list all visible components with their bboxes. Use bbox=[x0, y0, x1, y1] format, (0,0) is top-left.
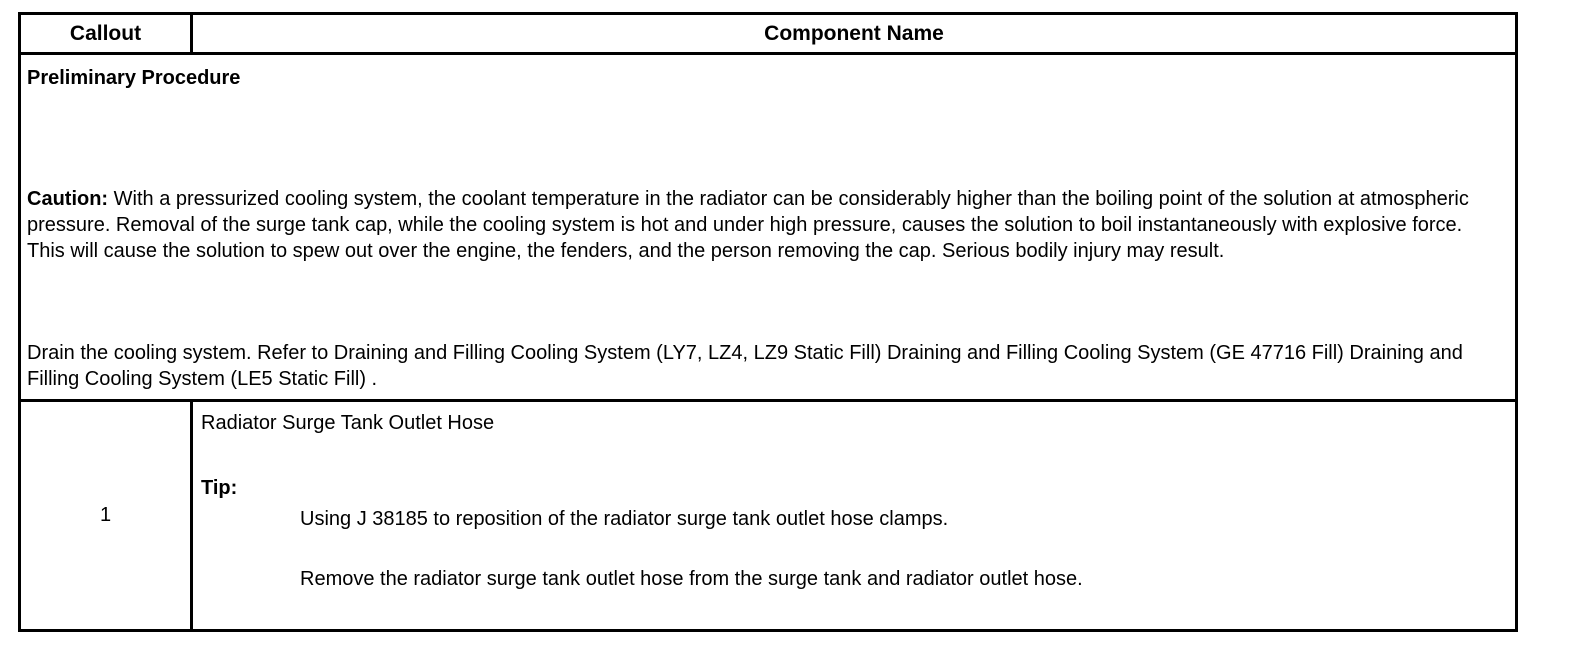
tip-label: Tip: bbox=[201, 477, 238, 499]
preliminary-procedure-title: Preliminary Procedure bbox=[27, 67, 241, 89]
table-header-row bbox=[21, 15, 1515, 55]
caution-label: Caution: bbox=[27, 188, 109, 210]
caution-text: With a pressurized cooling system, the coolant temperature in the radiator can be considerably higher than the boiling point of the solution at atmospheric pressure. Removal of the surge tank cap, while the cooling system is hot and under high pressure, causes the solution to boil instantaneously with explosive force. This will cause the solution to spew out over the engine, the fenders, and the person removing the cap. Serious bodily injury may result. bbox=[27, 188, 1469, 262]
header-callout: Callout bbox=[21, 15, 193, 52]
caution-paragraph bbox=[27, 186, 1505, 264]
drain-instruction: Drain the cooling system. Refer to Draining and Filling Cooling System (LY7, LZ4, LZ9 Static Fill) Draining and Filling Cooling System (GE 47716 Fill) Draining and Filling Cooling System (LE5 Static Fill) . bbox=[27, 342, 1463, 390]
tip-step-1: Using J 38185 to reposition of the radiator surge tank outlet hose clamps. bbox=[300, 508, 949, 530]
header-component-name: Component Name bbox=[764, 21, 944, 45]
preliminary-procedure-cell bbox=[21, 55, 1515, 402]
callout-number: 1 bbox=[21, 402, 193, 629]
table-row bbox=[21, 402, 1515, 629]
component-name: Radiator Surge Tank Outlet Hose bbox=[201, 412, 495, 434]
procedure-table bbox=[18, 12, 1518, 632]
component-cell bbox=[193, 402, 1515, 629]
tip-step-2: Remove the radiator surge tank outlet hose from the surge tank and radiator outlet hose. bbox=[300, 568, 1083, 590]
